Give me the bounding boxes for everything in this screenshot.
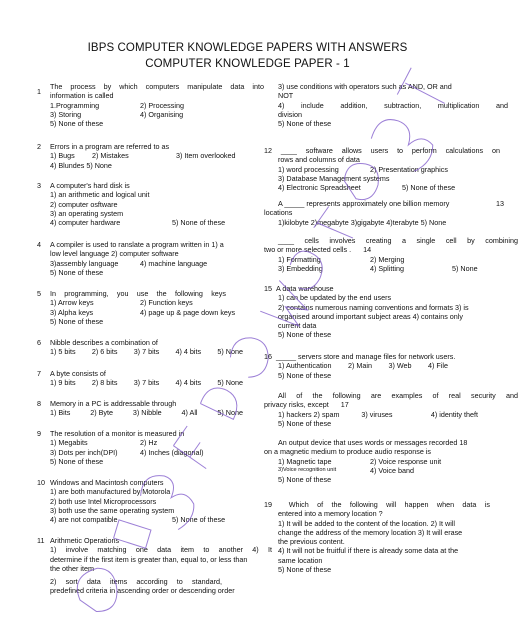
question-number: 7 xyxy=(37,369,41,378)
question-18 xyxy=(264,438,490,484)
question-number: 13 xyxy=(496,199,504,208)
question-text: Errors in a program are referred to as xyxy=(50,142,170,151)
question-13 xyxy=(264,199,504,227)
option: organised around important subject areas 4) contains only xyxy=(278,311,463,321)
option: 2) Processing xyxy=(140,100,184,110)
question-text: The resolution of a monitor is measured in xyxy=(50,429,185,438)
page-subtitle: COMPUTER KNOWLEDGE PAPER - 1 xyxy=(145,58,350,70)
option: 1) Authentication xyxy=(278,361,332,371)
option: 4) computer hardware xyxy=(50,218,121,228)
option: 5) None of these xyxy=(172,515,226,525)
question-5 xyxy=(37,289,264,326)
page-title: IBPS COMPUTER KNOWLEDGE PAPERS WITH ANSWERS xyxy=(87,42,408,54)
option: 5) None of these xyxy=(50,456,104,466)
question-text: information is called xyxy=(50,91,114,101)
question-text: rows and columns of data xyxy=(278,155,360,165)
question-text: In programming, you use the following keys xyxy=(50,289,226,298)
question-8 xyxy=(37,399,264,418)
question-text: A byte consists of xyxy=(50,369,106,378)
question-number: 11 xyxy=(37,536,45,545)
option: 1) involve matching one data item to another 4) It xyxy=(50,545,272,555)
question-text: Nibble describes a combination of xyxy=(50,338,158,347)
question-2 xyxy=(37,142,264,170)
option: 2) Function keys xyxy=(140,298,193,308)
question-text: Arithmetic Operations xyxy=(50,536,120,545)
option: 3) viruses xyxy=(361,409,393,419)
option: 5) None of these xyxy=(50,316,104,326)
option: 3) an operating system xyxy=(50,208,124,218)
option: 5) None of these xyxy=(50,267,104,277)
option: 4) 4 bits xyxy=(175,378,202,388)
question-1 xyxy=(37,82,264,129)
option: 1) It will be added to the content of the location. 2) It will xyxy=(278,518,455,528)
option: 3) Dots per inch(DPI) xyxy=(50,447,118,457)
option: 2) Presentation graphics xyxy=(370,164,448,174)
option: 4) Splitting xyxy=(370,263,404,273)
option: 2) computer osftware xyxy=(50,199,118,209)
option: 2) Merging xyxy=(370,254,405,264)
option: 4) File xyxy=(428,361,448,371)
option: 1) word processing xyxy=(278,164,339,174)
question-15 xyxy=(264,284,490,340)
question-text: The process by which computers manipulate data into xyxy=(50,82,264,91)
option: NOT xyxy=(278,91,294,101)
option: 4) Organising xyxy=(140,109,184,119)
option: 3) Storing xyxy=(50,109,82,119)
option: 4) include addition, subtraction, multiplication and xyxy=(278,100,508,110)
question-14 xyxy=(264,236,518,273)
question-3 xyxy=(37,181,264,228)
option: 2) sort data items according to standard, xyxy=(50,577,222,587)
question-text: A _____ represents approximately one billion memory xyxy=(278,199,450,208)
question-12 xyxy=(264,146,500,193)
option: 5) None of these xyxy=(278,475,332,485)
question-text: Which of the following will happen when data is xyxy=(288,500,490,509)
option: 3) 7 bits xyxy=(133,347,160,357)
option: 2) 6 bits xyxy=(91,347,118,357)
option: 2) Main xyxy=(348,361,372,371)
option: change the address of the memory location 3) It will erase xyxy=(278,527,463,537)
question-number: 8 xyxy=(37,399,41,408)
option: 2) Voice response unit xyxy=(370,456,442,466)
question-16 xyxy=(264,352,490,380)
option: division xyxy=(278,109,302,119)
option: 4) Blundes 5) None xyxy=(50,160,112,170)
option: 3)assembly language xyxy=(50,258,119,268)
option: 5) None of these xyxy=(172,218,226,228)
option: 5) None xyxy=(452,263,478,273)
option: 3) both use the same operating system xyxy=(50,505,175,515)
option: 5) None xyxy=(217,408,243,418)
question-10 xyxy=(37,478,264,525)
option: 4) All xyxy=(181,408,198,418)
question-text: low level language 2) computer software xyxy=(50,249,179,259)
option: 3) 7 bits xyxy=(133,378,160,388)
option: 3) Alpha keys xyxy=(50,307,94,317)
option: 3) Database Management systems xyxy=(278,173,390,183)
question-text: A data warehouse xyxy=(276,284,334,293)
option: 3) Web xyxy=(388,361,412,371)
option: 4) 4 bits xyxy=(175,347,202,357)
question-number: 17 xyxy=(340,400,349,410)
option: 2) contains numerous naming conventions and formats 3) is xyxy=(278,302,469,312)
question-number: 6 xyxy=(37,338,41,347)
question-text: ____ cells involves creating a single cell by combining xyxy=(278,236,518,245)
question-text: locations xyxy=(264,208,293,218)
question-17 xyxy=(264,391,518,428)
option: 3) Nibble xyxy=(132,408,162,418)
question-number: 12 xyxy=(264,146,272,155)
option: 1) an arithmetic and logical unit xyxy=(50,190,150,200)
question-text: All of the following are examples of real security and xyxy=(278,391,518,400)
question-9 xyxy=(37,429,264,466)
question-text: Windows and Macintosh computers xyxy=(50,478,164,487)
option: 1) Formatting xyxy=(278,254,321,264)
question-text: on a magnetic medium to produce audio response is xyxy=(264,447,432,457)
question-number: 10 xyxy=(37,478,45,487)
option: 2) Hz xyxy=(140,438,158,448)
question-text: ____ software allows users to perform calculations on xyxy=(280,146,500,155)
question-text: privacy risks, except xyxy=(264,400,329,410)
option: 1.Programming xyxy=(50,100,100,110)
option: 1) Bits xyxy=(50,408,71,418)
option: 1) Bugs xyxy=(50,151,75,161)
option: 4) page up & page down keys xyxy=(140,307,236,317)
option: 3) Item overlooked xyxy=(176,151,236,161)
option: 1) 5 bits xyxy=(50,347,76,357)
question-text: Memory in a PC is addressable through xyxy=(50,399,177,408)
question-11 xyxy=(37,536,272,596)
question-6 xyxy=(37,338,264,357)
question-text: _____ servers store and manage files for network users. xyxy=(276,352,456,361)
question-number: 9 xyxy=(37,429,41,438)
option: 4) Inches (diagonal) xyxy=(140,447,204,457)
option: 4) Electronic Spreadsheet xyxy=(278,183,361,193)
option: 4) identity theft xyxy=(430,409,478,419)
question-number: 1 xyxy=(37,87,41,96)
option: 1) Magnetic tape xyxy=(278,456,332,466)
option: 3) use conditions with operators such as AND, OR and xyxy=(278,82,452,91)
question-number: 19 xyxy=(264,500,272,509)
option: 2) both use Intel Microprocessors xyxy=(50,496,157,506)
option: 5) None of these xyxy=(278,330,332,340)
question-number: 2 xyxy=(37,142,41,151)
option: predefined criteria in ascending order or descending order xyxy=(50,586,235,596)
option: 3)Voice recognition unit xyxy=(278,466,337,473)
right-column-questions xyxy=(264,0,518,640)
option: 5) None of these xyxy=(402,183,456,193)
question-number: 14 xyxy=(363,245,372,255)
question-text: An output device that uses words or messages recorded 18 xyxy=(278,438,468,447)
question-number: 15 xyxy=(264,284,272,293)
option: determine if the first item is greater than, equal to, or less than xyxy=(50,554,248,564)
question-text: A compiler is used to ranslate a program written in 1) a xyxy=(50,240,224,249)
question-7 xyxy=(37,369,264,388)
question-number: 4 xyxy=(37,240,41,249)
option: 1) hackers 2) spam xyxy=(278,409,340,419)
option: 4) Voice band xyxy=(370,465,414,475)
option: 3) Embedding xyxy=(278,263,323,273)
question-number: 16 xyxy=(264,352,272,361)
option: 4) It will not be fruitful if there is already some data at the xyxy=(278,546,459,556)
question-number: 5 xyxy=(37,289,41,298)
option: 1) can be updated by the end users xyxy=(278,293,392,303)
option: 2) Byte xyxy=(90,408,114,418)
option: 5) None of these xyxy=(50,119,104,129)
option: 5) None of these xyxy=(278,418,332,428)
option: 1)kilobyte 2)megabyte 3)gigabyte 4)terabyte 5) None xyxy=(278,217,447,227)
option: same location xyxy=(278,555,323,565)
option: 1) Arrow keys xyxy=(50,298,94,308)
option: 4) are not compatible xyxy=(50,515,118,525)
option: 2) 8 bits xyxy=(91,378,118,388)
question-text: two or more selected cells . xyxy=(264,245,352,255)
option: 1) are both manufactured by Motorola xyxy=(50,487,171,497)
option: 5) None of these xyxy=(278,119,332,129)
question-19 xyxy=(264,500,490,574)
option: the other item xyxy=(50,563,94,573)
question-4 xyxy=(37,240,264,277)
option: 5) None of these xyxy=(278,370,332,380)
option: current data xyxy=(278,321,317,331)
option: 1) Megabits xyxy=(50,438,88,448)
option: 5) None xyxy=(217,378,243,388)
question-text: entered into a memory location ? xyxy=(278,509,383,519)
option: 1) 9 bits xyxy=(50,378,76,388)
question-number: 3 xyxy=(37,181,41,190)
option: 4) machine language xyxy=(140,258,208,268)
option: the previous content. xyxy=(278,537,345,547)
question-text: A computer's hard disk is xyxy=(50,181,130,190)
option: 5) None xyxy=(217,347,243,357)
option: 5) None of these xyxy=(278,565,332,575)
option: 2) Mistakes xyxy=(92,151,129,161)
